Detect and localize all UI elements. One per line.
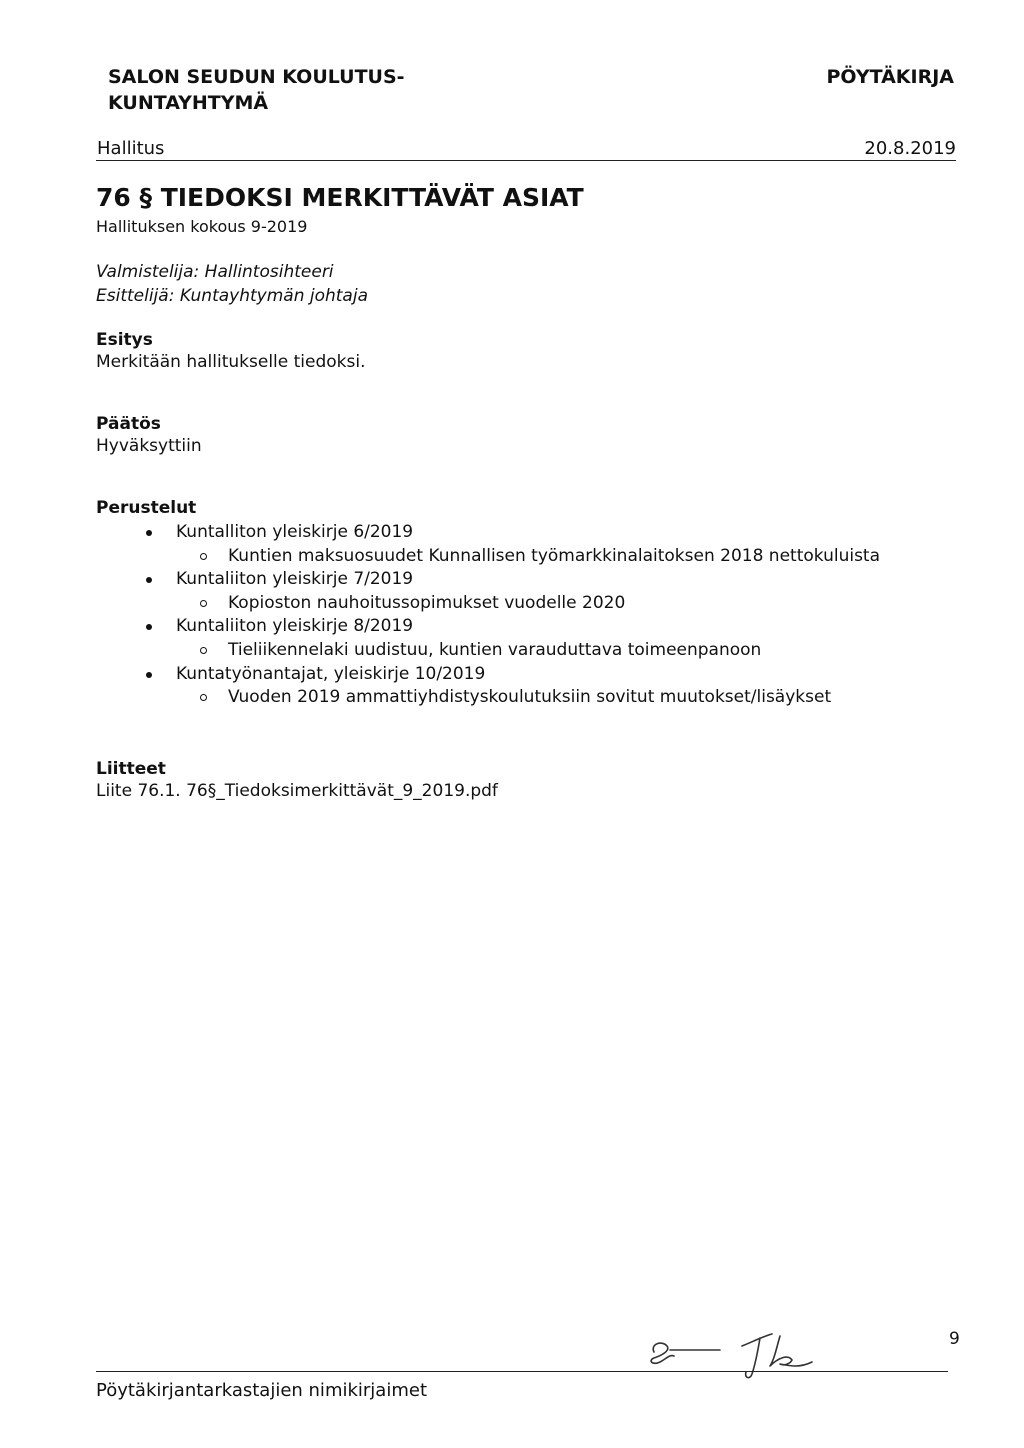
- governing-body: Hallitus: [97, 138, 165, 159]
- meeting-date: 20.8.2019: [864, 138, 956, 159]
- minutes-item: [96, 180, 976, 802]
- decision-title: Päätös: [96, 414, 161, 434]
- presenter: Esittelijä: Kuntayhtymän johtaja: [96, 286, 368, 306]
- attachment-link[interactable]: Liite 76.1. 76§_Tiedoksimerkittävät_9_2019.pdf: [96, 780, 498, 801]
- list-subitem: Kopioston nauhoitussopimukset vuodelle 2020: [96, 592, 976, 616]
- list-item: Kuntaliiton yleiskirje 7/2019: [96, 568, 976, 592]
- signature-line: [96, 1371, 948, 1372]
- attachments-title: Liitteet: [96, 758, 166, 779]
- document-type: PÖYTÄKIRJA: [826, 66, 954, 88]
- organization-line-1: SALON SEUDUN KOULUTUS-: [108, 66, 405, 88]
- grounds-title: Perustelut: [96, 498, 197, 518]
- proposal-text: Merkitään hallitukselle tiedoksi.: [96, 352, 366, 372]
- handwritten-initials: [640, 1316, 880, 1386]
- decision-text: Hyväksyttiin: [96, 436, 202, 456]
- meeting-reference: Hallituksen kokous 9-2019: [96, 217, 308, 236]
- preparer: Valmistelija: Hallintosihteeri: [96, 262, 334, 282]
- header-divider: [96, 160, 956, 161]
- initials-label: Pöytäkirjantarkastajien nimikirjaimet: [96, 1380, 427, 1401]
- list-subitem: Kuntien maksuosuudet Kunnallisen työmarkkinalaitoksen 2018 nettokuluista: [96, 545, 976, 569]
- list-subitem: Vuoden 2019 ammattiyhdistyskoulutuksiin sovitut muutokset/lisäykset: [96, 686, 976, 710]
- list-item: Kuntatyönantajat, yleiskirje 10/2019: [96, 663, 976, 687]
- page-number: 9: [949, 1329, 960, 1349]
- organization-line-2: KUNTAYHTYMÄ: [108, 92, 269, 114]
- organization-name: [108, 64, 405, 116]
- proposal-title: Esitys: [96, 330, 153, 350]
- item-heading: 76 § TIEDOKSI MERKITTÄVÄT ASIAT: [96, 183, 584, 212]
- grounds-list: [96, 521, 976, 710]
- list-subitem: Tieliikennelaki uudistuu, kuntien varauduttava toimeenpanoon: [96, 639, 976, 663]
- list-item: Kuntaliiton yleiskirje 8/2019: [96, 615, 976, 639]
- list-item: Kuntalliton yleiskirje 6/2019: [96, 521, 976, 545]
